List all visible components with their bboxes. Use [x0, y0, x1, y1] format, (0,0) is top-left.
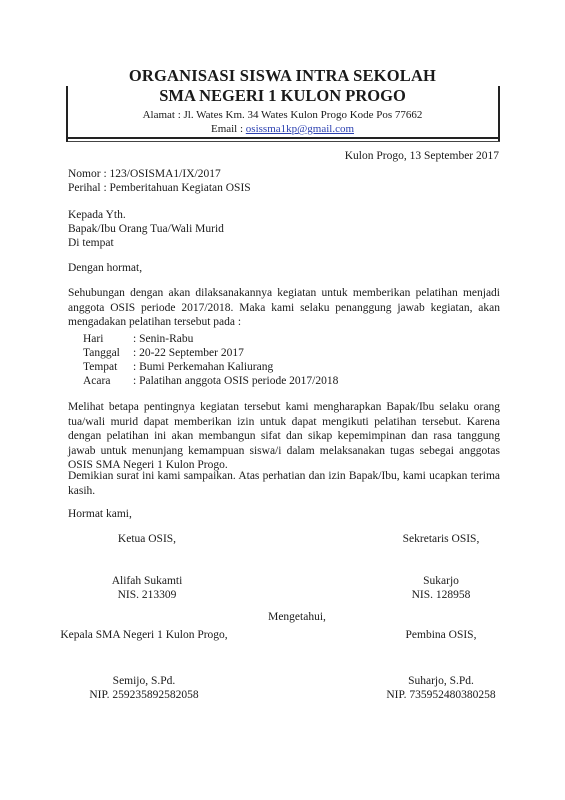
detail-row-tempat	[83, 360, 273, 374]
detail-label: Acara	[83, 375, 111, 387]
email-link[interactable]: osissma1kp@gmail.com	[245, 123, 355, 135]
detail-row-hari	[83, 332, 193, 346]
detail-row-acara	[83, 374, 338, 388]
detail-value: : Bumi Perkemahan Kaliurang	[133, 361, 274, 373]
ketua-name: Alifah Sukamti	[111, 575, 183, 587]
pembina-id: NIP. 735952480380258	[386, 689, 496, 701]
acknowledged-label: Mengetahui,	[268, 611, 326, 623]
detail-label: Tempat	[83, 361, 118, 373]
ketua-id: NIS. 213309	[117, 589, 177, 601]
recipient-line-2: Bapak/Ibu Orang Tua/Wali Murid	[68, 223, 224, 235]
detail-label: Tanggal	[83, 347, 120, 359]
letterhead-border-right	[498, 86, 500, 142]
letterhead-border-left	[66, 86, 68, 142]
letterhead-email-line	[0, 122, 565, 136]
recipient-line-1: Kepada Yth.	[68, 209, 126, 221]
detail-value: : 20-22 September 2017	[133, 347, 244, 359]
paragraph-intro: Sehubungan dengan akan dilaksanakannya kegiatan untuk memberikan pelatihan menjadi anggota OSIS periode 2017/2018. Maka kami selaku penanggung jawab kegiatan, akan mengadakan pelatihan tersebut pada :	[68, 287, 500, 328]
detail-label: Hari	[83, 333, 104, 345]
letterhead-org: ORGANISASI SISWA INTRA SEKOLAH	[128, 66, 437, 85]
detail-row-tanggal	[83, 346, 244, 360]
letter-subject: Perihal : Pemberitahuan Kegiatan OSIS	[68, 182, 251, 194]
letterhead-rule-thick	[68, 137, 500, 139]
ketua-role: Ketua OSIS,	[117, 533, 177, 545]
letterhead	[0, 66, 565, 136]
kepala-role: Kepala SMA Negeri 1 Kulon Progo,	[60, 629, 228, 641]
paragraph-closing: Demikian surat ini kami sampaikan. Atas perhatian dan izin Bapak/Ibu, kami ucapkan terima kasih.	[68, 470, 500, 497]
letter-date: Kulon Progo, 13 September 2017	[344, 150, 499, 162]
detail-value: : Senin-Rabu	[133, 333, 194, 345]
pembina-role: Pembina OSIS,	[405, 629, 477, 641]
sekretaris-name: Sukarjo	[423, 575, 459, 587]
recipient-line-3: Di tempat	[68, 237, 114, 249]
pembina-name: Suharjo, S.Pd.	[408, 675, 474, 687]
detail-value: : Palatihan anggota OSIS periode 2017/2018	[133, 375, 339, 387]
greeting: Dengan hormat,	[68, 262, 143, 274]
letter-number: Nomor : 123/OSISMA1/IX/2017	[68, 168, 221, 180]
sekretaris-role: Sekretaris OSIS,	[402, 533, 480, 545]
kepala-name: Semijo, S.Pd.	[112, 675, 176, 687]
paragraph-request: Melihat betapa pentingnya kegiatan tersebut kami mengharapkan Bapak/Ibu selaku orang tua/wali murid dapat memberikan izin untuk dapat mengikuti pelatihan tersebut. Karena dengan pelatihan ini akan membangun sifat dan sikap kepemimpinan dan rasa tanggung jawab untuk menunjang kemampuan siswa/i dalam melaksanakan tugas sebegai anggotas OSIS SMA Negeri 1 Kulon Progo.	[68, 401, 500, 471]
email-label: Email :	[210, 123, 246, 135]
letterhead-school: SMA NEGERI 1 KULON PROGO	[159, 86, 406, 105]
letterhead-rule-thin	[68, 141, 500, 142]
closing-phrase: Hormat kami,	[68, 508, 132, 520]
sekretaris-id: NIS. 128958	[411, 589, 471, 601]
letterhead-address: Alamat : Jl. Wates Km. 34 Wates Kulon Progo Kode Pos 77662	[142, 109, 423, 121]
kepala-id: NIP. 259235892582058	[89, 689, 199, 701]
